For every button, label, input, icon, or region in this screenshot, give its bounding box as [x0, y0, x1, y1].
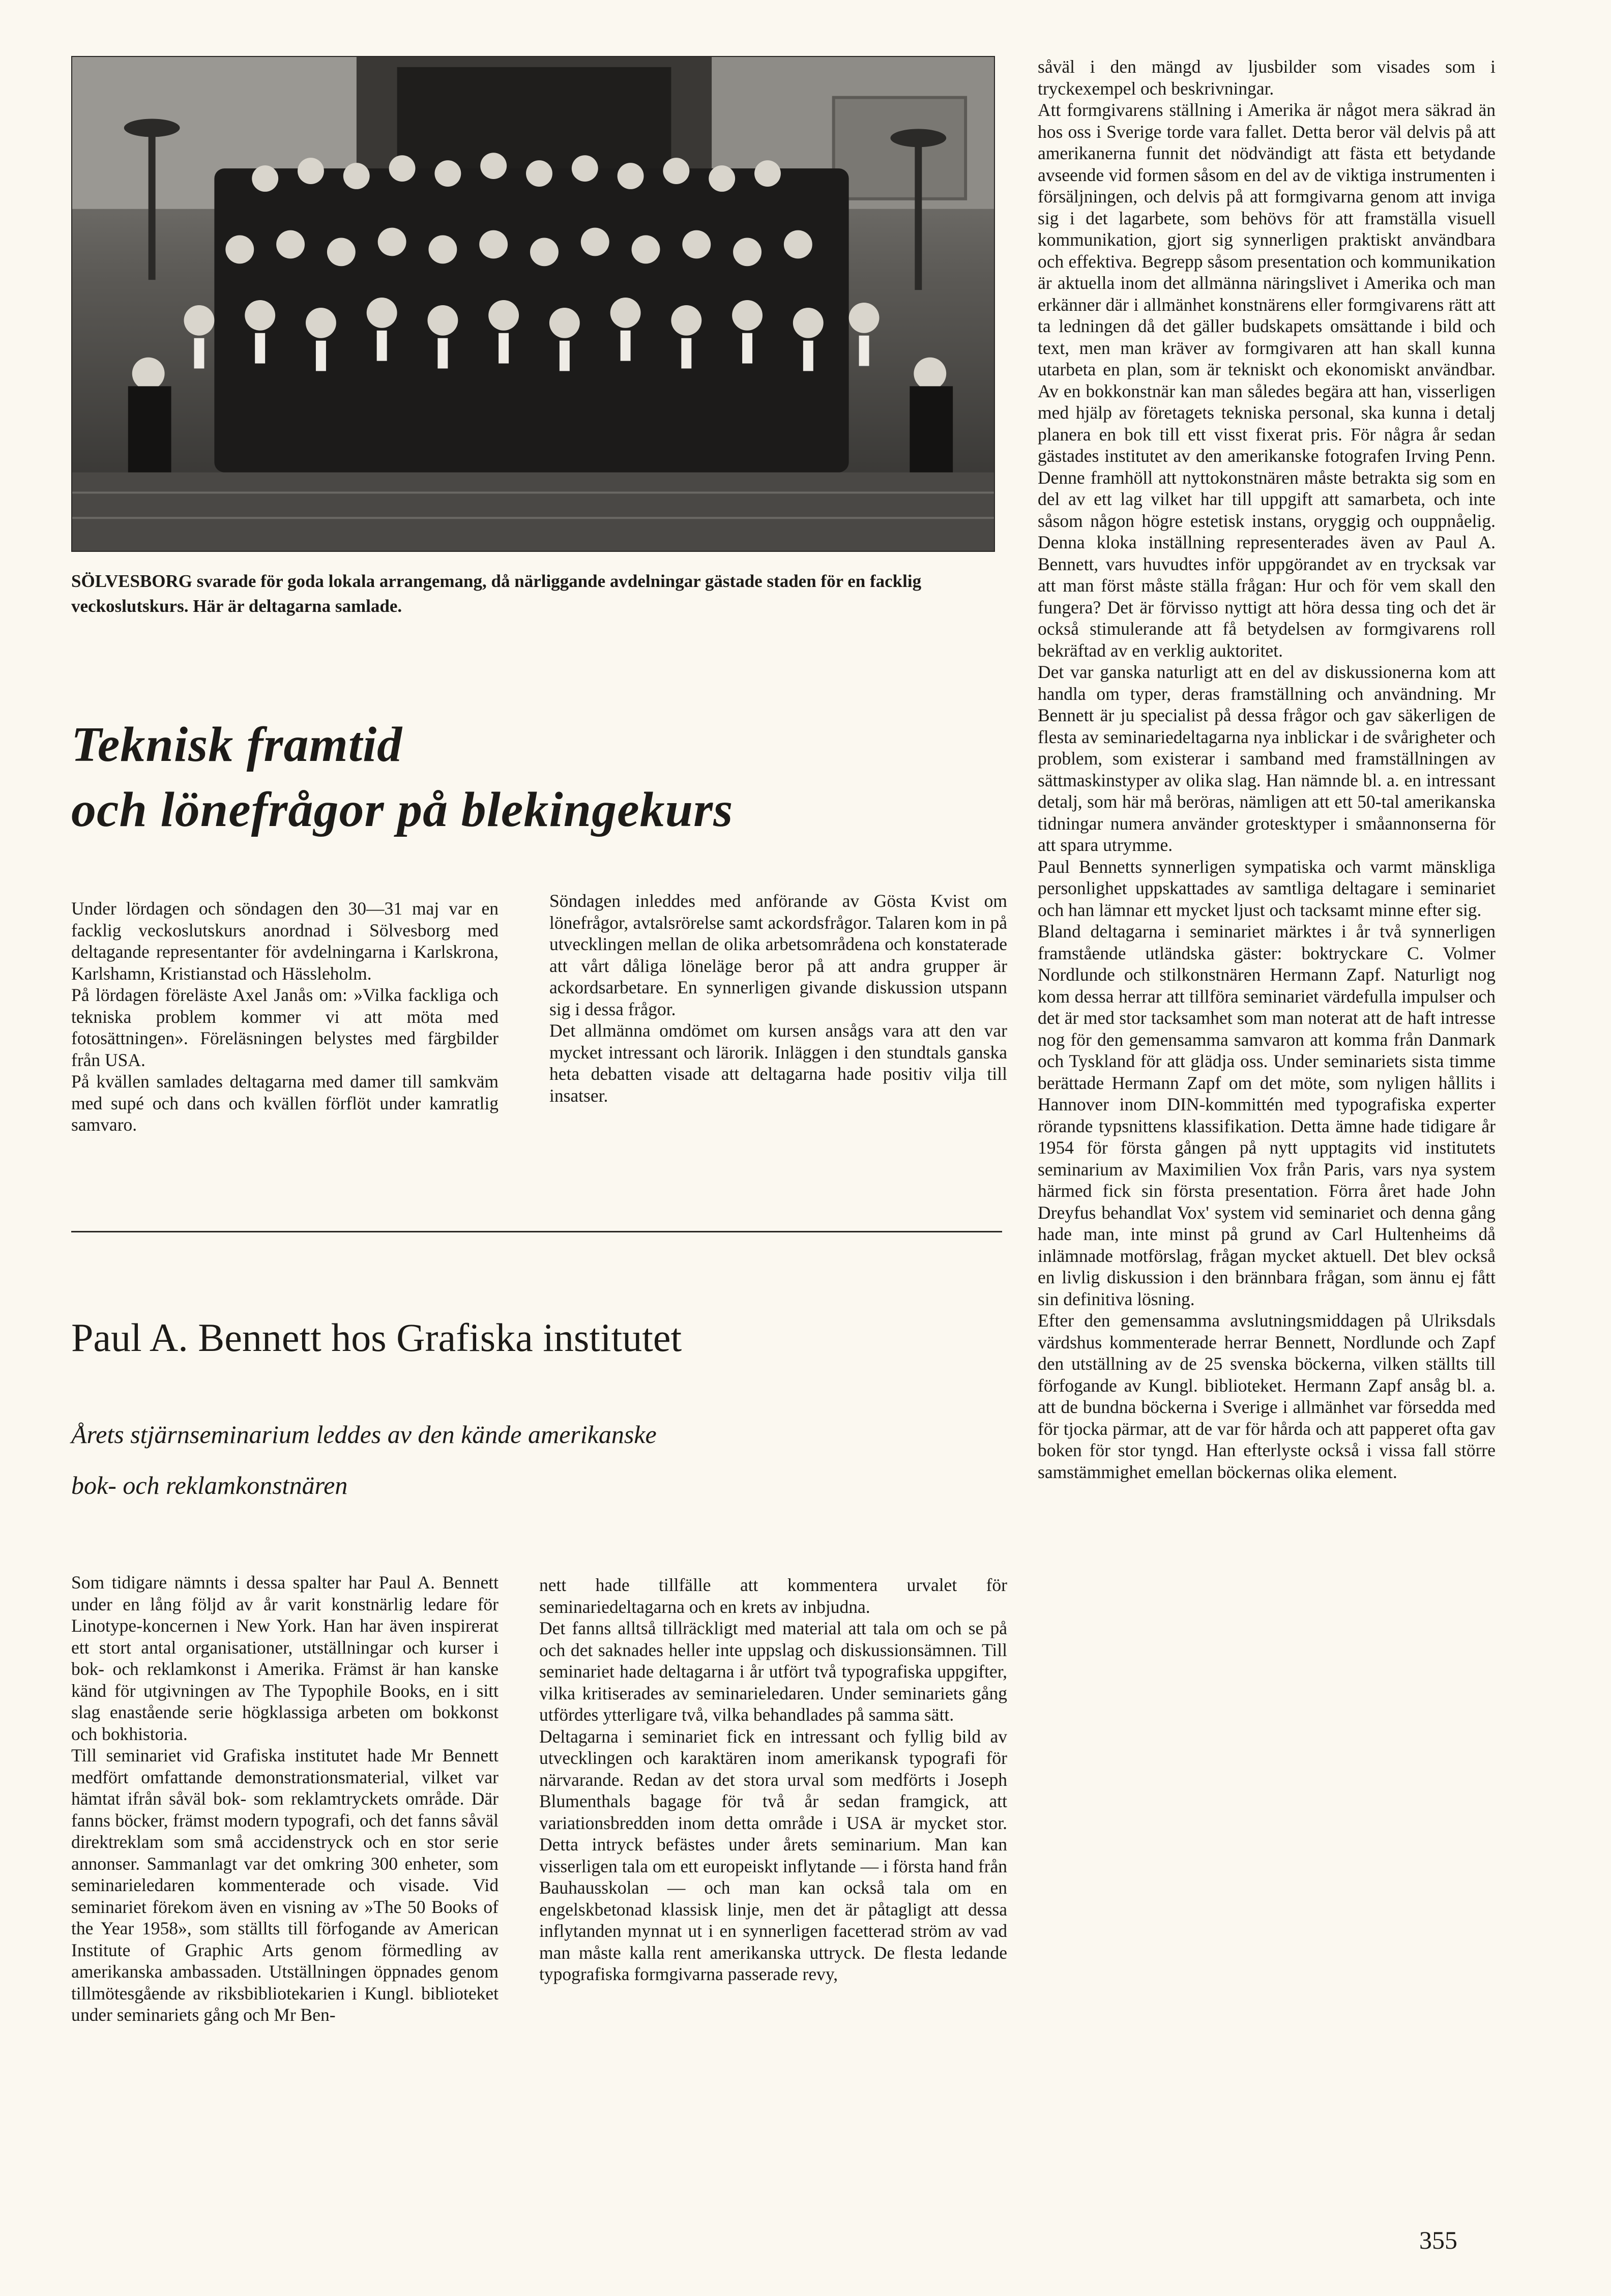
article1-column-left: Under lördagen och söndagen den 30—31 maj var en facklig veckoslutskurs anordnad i Sölvesborg med deltagande representanter för avdelningarna i Karlskrona, Karlshamn, Kristianstad och Hässleholm. På lördagen föreläste Axel Janås om: »Vilka fackliga och tekniska problem kommer vi att möta med fotosättningen». Föreläsningen belystes med färgbilder från USA. På kvällen samlades deltagarna med damer till samkväm med supé och dans och kvällen förflöt under kamratlig samvaro. [71, 898, 499, 1135]
photo-caption: SÖLVESBORG svarade för goda lokala arrangemang, då närliggande avdelningar gästade staden för en facklig veckoslutskurs. Här är deltagarna samlade. [71, 571, 922, 616]
article1-headline-line1: Teknisk framtid [71, 717, 403, 772]
article2-deck-line1: Årets stjärnseminarium leddes av den kände amerikanske [71, 1420, 657, 1449]
article1-column-right: Söndagen inleddes med anförande av Gösta Kvist om lönefrågor, avtalsrörelse samt ackordsfrågor. Talaren kom in på utvecklingen mellan de olika arbetsområdena och konstaterade att vårt dåliga löneläge beror på att andra grupper är ackordsarbetare. En synnerligen givande diskussion utspann sig i dessa frågor. Det allmänna omdömet om kursen ansågs vara att den var mycket intressant och lärorik. Inläggen i den stundtals ganska heta debatten visade att deltagarna hade positiv vilja till insatser. [549, 891, 1007, 1106]
article2-deck [71, 1409, 1002, 1511]
section-divider [71, 1231, 1002, 1232]
article2-deck-line2: bok- och reklamkonstnären [71, 1471, 348, 1499]
page-number: 355 [1419, 2226, 1457, 2254]
article2-column-right: såväl i den mängd av ljusbilder som visades som i tryckexempel och beskrivningar. Att formgivarens ställning i Amerika är något mera säkrad än hos oss i Sverige torde vara fallet. Detta beror väl delvis på att amerikanerna funnit det nödvändigt att fästa ett betydande avseende vid formen såsom en del av de viktiga instrumenten i försäljningen, och delvis på att formgivarna genom att inviga sig i det lagarbete, som behövs för att framställa visuell kommunikation, gjort sig synnerligen praktiskt användbara och effektiva. Begrepp såsom presentation och kommunikation är aktuella inom det allmänna näringslivet i Amerika och man erkänner där i allmänhet konstnärens eller formgivarens rätt att ta ledningen då det gäller budskapets omsättande i bild och text, men man kräver av formgivaren att han skall kunna utarbeta en plan, som är tekniskt och ekonomiskt användbar. Av en bokkonstnär kan man således begära att han, visserligen med hjälp av företagets tekniska personal, ska kunna i detalj planera en bok till ett visst fixerat pris. För några år sedan gästades institutet av den amerikanske fotografen Irving Penn. Denne framhöll att nyttokonstnären måste betrakta sig som en del av ett lag vilket har till uppgift att samarbeta, och inte såsom någon högre estetisk instans, oryggig och ouppnåelig. Denna kloka inställning representerades även av Paul A. Bennett, vars huvudtes inför uppgörandet av en trycksak var att man först måste ställa frågan: Hur och för vem skall den fungera? Det är förvisso nyttigt att höra dessa ting och det är också stimulerande att få betydelsen av formgivarens roll bekräftad av en verklig auktoritet. Det var ganska naturligt att en del av diskussionerna kom att handla om typer, deras framställning och användning. Mr Bennett är ju specialist på dessa frågor och gav säkerligen de flesta av seminariedeltagarna nya inblickar i de svårigheter och problem, som existerar i samband med framställningen av sättmaskinstyper av olika slag. Han nämnde bl. a. en intressant detalj, som här må beröras, nämligen att ett 50-tal amerikanska tidningar numera använder grotesktyper i småannonserna för att spara utrymme. Paul Bennetts synnerligen sympatiska och varmt mänskliga personlighet uppskattades av samtliga deltagare i seminariet och han lämnar ett mycket ljust och tacksamt minne efter sig. Bland deltagarna i seminariet märktes i år två synnerligen framstående utländska gäster: boktryckare C. Volmer Nordlunde och stilkonstnären Hermann Zapf. Naturligt nog kom dessa herrar att tillföra seminariet värdefulla impulser och det är med stor tacksamhet som man noterat att de haft intresse nog för den gemensamma samvaron att komma från Danmark och Tyskland för att glädja oss. Under seminariets sista timme berättade Hermann Zapf om det möte, som nyligen hållits i Hannover inom DIN-kommittén med typografiska experter rörande typsnittens klassifikation. Detta ämne hade tidigare år 1954 för första gången på nytt upptagits vid institutets seminarium av Maximilien Vox från Paris, vars nya system härmed fick sin första presentation. Förra året hade John Dreyfus behandlat Vox' system vid seminariet och denna gång hade man, inte minst på grund av Carl Hultenheims då inlämnade motförslag, frågan mycket aktuell. Det blev också en livlig diskussion i den brännbara frågan, som ännu ej fått sin definitiva lösning. Efter den gemensamma avslutningsmiddagen på Ulriksdals värdshus kommenterade herrar Bennett, Nordlunde och Zapf den utställning av de 25 svenska böckerna, vilken ställts till förfogande av Kungl. biblioteket. Hermann Zapf ansåg bl. a. att de bundna böckerna i Sverige i allmänhet var försedda med för tjocka pärmar, att de var för hårda och att papperet ofta gav boken för stor tyngd. Han efterlyste också i vissa fall större samstämmighet emellan böckernas olika element. [1038, 56, 1496, 1482]
article2-headline: Paul A. Bennett hos Grafiska institutet [71, 1315, 682, 1360]
article2-column-middle: nett hade tillfälle att kommentera urvalet för seminariedeltagarna och en krets av inbjudna. Det fanns alltså tillräckligt med material att tala om och se på och det saknades heller inte uppslag och diskussionsämnen. Till seminariet hade deltagarna i år utfört två typografiska uppgifter, vilka kritiserades av seminarieledaren. Under seminariets gång utfördes ytterligare två, vilka behandlades på samma sätt. Deltagarna i seminariet fick en intressant och fyllig bild av utvecklingen och karaktären inom amerikansk typografi för närvarande. Redan av det stora urval som medförts i Joseph Blumenthals bagage för två år sedan framgick, att variationsbredden inom detta område i USA är mycket stor. Detta intryck befästes under årets seminarium. Man kan visserligen tala om ett europeiskt inflytande — i första hand från Bauhausskolan — och man kan också tala om en engelskbetonad klassisk linje, men det är påtagligt att dessa inflytanden mynnat ut i en synnerligen facetterad ström av vad man måste kalla rent amerikanska uttryck. De flesta ledande typografiska formgivarna passerade revy, [539, 1575, 1007, 1984]
group-photo-icon [72, 57, 994, 551]
article1-headline-line2: och lönefrågor på blekingekurs [71, 782, 734, 837]
article1-headline [71, 712, 1038, 842]
group-photo [71, 56, 995, 552]
article2-column-left: Som tidigare nämnts i dessa spalter har Paul A. Bennett under en lång följd av år varit konstnärlig ledare för Linotype-koncernen i New York. Han har även inspirerat ett stort antal organisationer, utställningar och kurser i bok- och reklamkonst i Amerika. Främst är han kanske känd för utgivningen av The Typophile Books, en i sitt slag enastående serie högklassiga arbeten om bokkonst och bokhistoria. Till seminariet vid Grafiska institutet hade Mr Bennett medfört omfattande demonstrationsmaterial, vilket var hämtat ifrån såväl bok- som reklamtryckets område. Där fanns böcker, främst modern typografi, och det fanns såväl direktreklam som små accidenstryck och en stor serie annonser. Sammanlagt var det omkring 300 enheter, som seminarieledaren kommenterade och visade. Vid seminariet förekom även en visning av »The 50 Books of the Year 1958», som ställts till förfogande av American Institute of Graphic Arts genom förmedling av amerikanska ambassaden. Utställningen öppnades genom tillmötesgående av riksbibliotekarien i Kungl. biblioteket under seminariets gång och Mr Ben- [71, 1572, 499, 2025]
